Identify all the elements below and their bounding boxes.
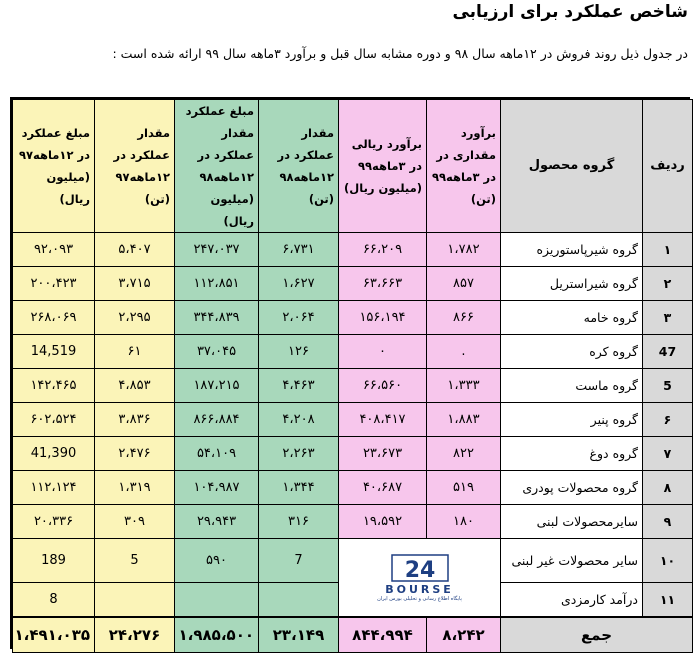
amt98-cell: ۲۴۷،۰۳۷	[175, 233, 259, 267]
amt97-cell: 41,390	[13, 437, 95, 471]
est-qty-cell: ۵۱۹	[427, 471, 501, 505]
amt97-cell: 14,519	[13, 335, 95, 369]
qty97-cell: ۱،۳۱۹	[95, 471, 175, 505]
amt98-cell: ۵۴،۱۰۹	[175, 437, 259, 471]
page-title: شاخص عملکرد برای ارزیابی	[452, 2, 688, 22]
amt97-cell: ۱۴۲،۴۶۵	[13, 369, 95, 403]
est-qty-cell: ۱،۷۸۲	[427, 233, 501, 267]
amt98-cell: ۲۹،۹۴۳	[175, 505, 259, 539]
qty97-cell: ۵،۴۰۷	[95, 233, 175, 267]
est-qty-cell: ۱،۸۸۳	[427, 403, 501, 437]
table-row	[13, 267, 693, 301]
product-group-name: گروه پنیر	[501, 403, 643, 437]
qty97-cell: ۶۱	[95, 335, 175, 369]
amt98-cell: ۸۶۶،۸۸۴	[175, 403, 259, 437]
est-qty-cell: ۱،۳۳۳	[427, 369, 501, 403]
intro-text: در جدول ذیل روند فروش در ۱۲ماهه سال ۹۸ و دوره مشابه سال قبل و برآورد ۳ماهه سال ۹۹ ارائه شده است :	[112, 46, 688, 61]
product-group-name: گروه شیراستریل	[501, 267, 643, 301]
product-group-name: گروه ماست	[501, 369, 643, 403]
total-est-qty: ۸،۲۴۲	[427, 617, 501, 653]
table-row	[13, 369, 693, 403]
qty98-cell: ۲،۲۶۳	[259, 437, 339, 471]
qty98-cell: 7	[259, 539, 339, 583]
logo-subtitle: پایگاه اطلاع رسانی و تحلیلی بورس ایران	[377, 595, 462, 602]
amt98-cell	[175, 583, 259, 617]
est-rial-cell: ۱۹،۵۹۲	[339, 505, 427, 539]
row-number: ۳	[643, 301, 693, 335]
est-qty-cell: ۸۶۶	[427, 301, 501, 335]
est-rial-cell: ۴۰۸،۴۱۷	[339, 403, 427, 437]
row-number: 5	[643, 369, 693, 403]
est-qty-cell: ۸۵۷	[427, 267, 501, 301]
product-group-name: گروه خامه	[501, 301, 643, 335]
qty97-cell: ۳،۸۳۶	[95, 403, 175, 437]
qty98-cell: ۱،۳۴۴	[259, 471, 339, 505]
product-group-name: گروه محصولات پودری	[501, 471, 643, 505]
qty98-cell: ۶،۷۳۱	[259, 233, 339, 267]
amt98-cell: ۵۹۰	[175, 539, 259, 583]
row-number: ۱۱	[643, 583, 693, 617]
amt97-cell: ۶۰۲،۵۲۴	[13, 403, 95, 437]
amt98-cell: ۳۷،۰۴۵	[175, 335, 259, 369]
qty97-cell: ۳،۷۱۵	[95, 267, 175, 301]
product-group-name: گروه شیرپاستوریزه	[501, 233, 643, 267]
amt97-cell: ۲۰۰،۴۲۳	[13, 267, 95, 301]
header-product-group: گروه محصول	[501, 100, 643, 233]
qty98-cell: ۲،۰۶۴	[259, 301, 339, 335]
bourse24-logo-icon	[390, 553, 450, 583]
total-label: جمع	[501, 617, 693, 653]
performance-table-wrapper	[10, 97, 690, 649]
table-row	[13, 233, 693, 267]
qty97-cell: 5	[95, 539, 175, 583]
qty97-cell: ۲،۴۷۶	[95, 437, 175, 471]
table-header-row	[13, 100, 693, 233]
product-group-name: درآمد کارمزدی	[501, 583, 643, 617]
row-number: ۷	[643, 437, 693, 471]
qty98-cell	[259, 583, 339, 617]
header-perf-qty-98: مقدار عملکرد در ۱۲ماهه۹۸ (تن)	[259, 100, 339, 233]
row-number: ۶	[643, 403, 693, 437]
header-perf-amt-98: مبلغ عملکرد مقدار عملکرد در ۱۲ماهه۹۸ (میلیون ریال)	[175, 100, 259, 233]
est-rial-cell: ۶۶،۲۰۹	[339, 233, 427, 267]
est-rial-cell: ۰	[339, 335, 427, 369]
amt98-cell: ۱۸۷،۲۱۵	[175, 369, 259, 403]
total-amt98: ۱،۹۸۵،۵۰۰	[175, 617, 259, 653]
qty98-cell: ۱،۶۲۷	[259, 267, 339, 301]
est-rial-cell: ۶۶،۵۶۰	[339, 369, 427, 403]
row-number: ۲	[643, 267, 693, 301]
header-perf-amt-97: مبلغ عملکرد در ۱۲ماهه۹۷ (میلیون ریال)	[13, 100, 95, 233]
row-number: ۸	[643, 471, 693, 505]
amt97-cell: ۲۰،۳۳۶	[13, 505, 95, 539]
product-group-name: گروه دوغ	[501, 437, 643, 471]
qty97-cell	[95, 583, 175, 617]
qty98-cell: ۳۱۶	[259, 505, 339, 539]
amt97-cell: ۲۶۸،۰۶۹	[13, 301, 95, 335]
row-number: ۱	[643, 233, 693, 267]
est-rial-cell: ۲۳،۶۷۳	[339, 437, 427, 471]
qty97-cell: ۴،۸۵۳	[95, 369, 175, 403]
header-perf-qty-97: مقدار عملکرد در ۱۲ماهه۹۷ (تن)	[95, 100, 175, 233]
est-qty-cell: .	[427, 335, 501, 369]
amt98-cell: ۱۱۲،۸۵۱	[175, 267, 259, 301]
amt97-cell: 8	[13, 583, 95, 617]
header-est-qty: برآورد مقداری در در ۳ماهه۹۹ (تن)	[427, 100, 501, 233]
bourse24-logo	[343, 539, 496, 616]
table-row	[13, 539, 693, 583]
row-number: ۱۰	[643, 539, 693, 583]
total-est-rial: ۸۴۴،۹۹۴	[339, 617, 427, 653]
total-qty98: ۲۳،۱۴۹	[259, 617, 339, 653]
est-qty-cell: ۱۸۰	[427, 505, 501, 539]
est-qty-cell: ۸۲۲	[427, 437, 501, 471]
est-rial-cell: ۶۳،۶۶۳	[339, 267, 427, 301]
table-row	[13, 505, 693, 539]
qty98-cell: ۴،۴۶۳	[259, 369, 339, 403]
amt97-cell: 189	[13, 539, 95, 583]
qty97-cell: ۳۰۹	[95, 505, 175, 539]
table-row	[13, 471, 693, 505]
product-group-name: گروه کره	[501, 335, 643, 369]
table-row	[13, 301, 693, 335]
qty98-cell: ۴،۲۰۸	[259, 403, 339, 437]
table-row	[13, 335, 693, 369]
product-group-name: سایرمحصولات لبنی	[501, 505, 643, 539]
amt98-cell: ۳۴۴،۸۳۹	[175, 301, 259, 335]
qty97-cell: ۲،۲۹۵	[95, 301, 175, 335]
product-group-name: سایر محصولات غیر لبنی	[501, 539, 643, 583]
header-row-number: ردیف	[643, 100, 693, 233]
total-row	[13, 617, 693, 653]
qty98-cell: ۱۲۶	[259, 335, 339, 369]
row-number: ۹	[643, 505, 693, 539]
logo-cell	[339, 539, 501, 617]
table-row	[13, 403, 693, 437]
performance-table	[12, 99, 693, 653]
table-row	[13, 437, 693, 471]
total-amt97: ۱،۴۹۱،۰۳۵	[13, 617, 95, 653]
est-rial-cell: ۱۵۶،۱۹۴	[339, 301, 427, 335]
est-rial-cell: ۴۰،۶۸۷	[339, 471, 427, 505]
logo-number: 24	[404, 557, 435, 583]
amt97-cell: ۹۲،۰۹۳	[13, 233, 95, 267]
amt98-cell: ۱۰۴،۹۸۷	[175, 471, 259, 505]
logo-wordmark: BOURSE	[385, 582, 454, 596]
header-est-rial: برآورد ریالی در ۳ماهه۹۹ (میلیون ریال)	[339, 100, 427, 233]
row-number: 47	[643, 335, 693, 369]
amt97-cell: ۱۱۲،۱۲۴	[13, 471, 95, 505]
total-qty97: ۲۴،۲۷۶	[95, 617, 175, 653]
